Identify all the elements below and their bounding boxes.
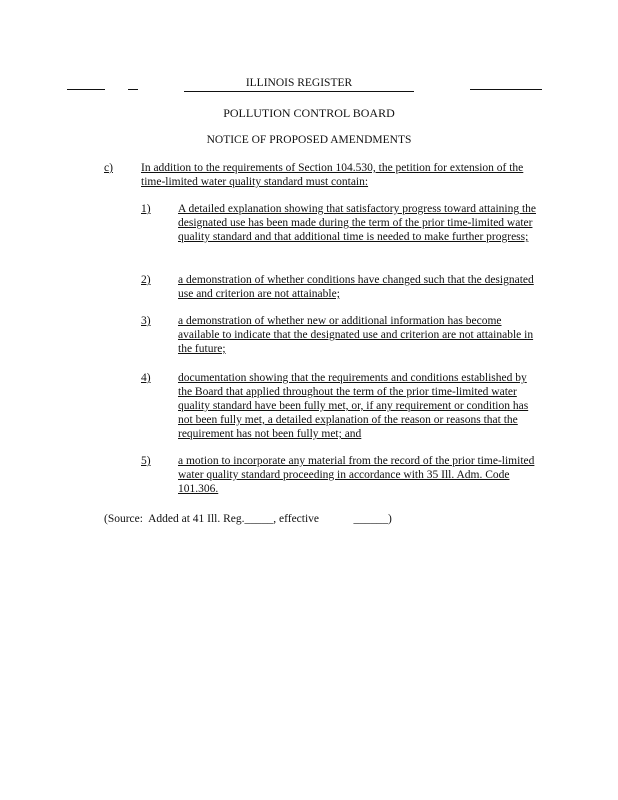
header-rule-left <box>67 89 105 90</box>
register-header <box>0 76 618 92</box>
item-number: 5) <box>141 455 151 467</box>
item-text: a demonstration of whether new or additional information has become available to indicate that the designated use and criterion are not attainable in the future; <box>178 315 534 355</box>
item-number: 1) <box>141 203 151 215</box>
header-rule-left-dash <box>128 89 138 90</box>
section-text: In addition to the requirements of Section 104.530, the petition for extension of the time-limited water quality standard must contain: <box>141 162 524 188</box>
section-label: c) <box>104 162 113 174</box>
item-number: 3) <box>141 315 151 327</box>
notice-title: NOTICE OF PROPOSED AMENDMENTS <box>206 134 412 146</box>
item-text: a demonstration of whether conditions have changed such that the designated use and criterion are not attainable; <box>178 274 534 300</box>
board-title: POLLUTION CONTROL BOARD <box>223 106 395 120</box>
header-rule-right <box>470 89 542 90</box>
item-text: a motion to incorporate any material from the record of the prior time-limited water quality standard proceeding in accordance with 35 Ill. Adm. Code 101.306. <box>178 455 535 495</box>
item-number: 2) <box>141 274 151 286</box>
item-text: A detailed explanation showing that satisfactory progress toward attaining the designated use has been made during the term of the prior time-limited water quality standard and that additional time is needed to make further progress; <box>178 203 537 243</box>
register-title: ILLINOIS REGISTER <box>184 76 414 92</box>
item-number: 4) <box>141 372 151 384</box>
source-note: (Source: Added at 41 Ill. Reg._____, effective ______) <box>104 513 392 525</box>
item-text: documentation showing that the requirements and conditions established by the Board that applied throughout the term of the prior time-limited water quality standard have been fully met, or, if any requirement or condition has not been fully met, a detailed explanation of the reason or reasons that the requirement has not been fully met; and <box>178 372 529 440</box>
